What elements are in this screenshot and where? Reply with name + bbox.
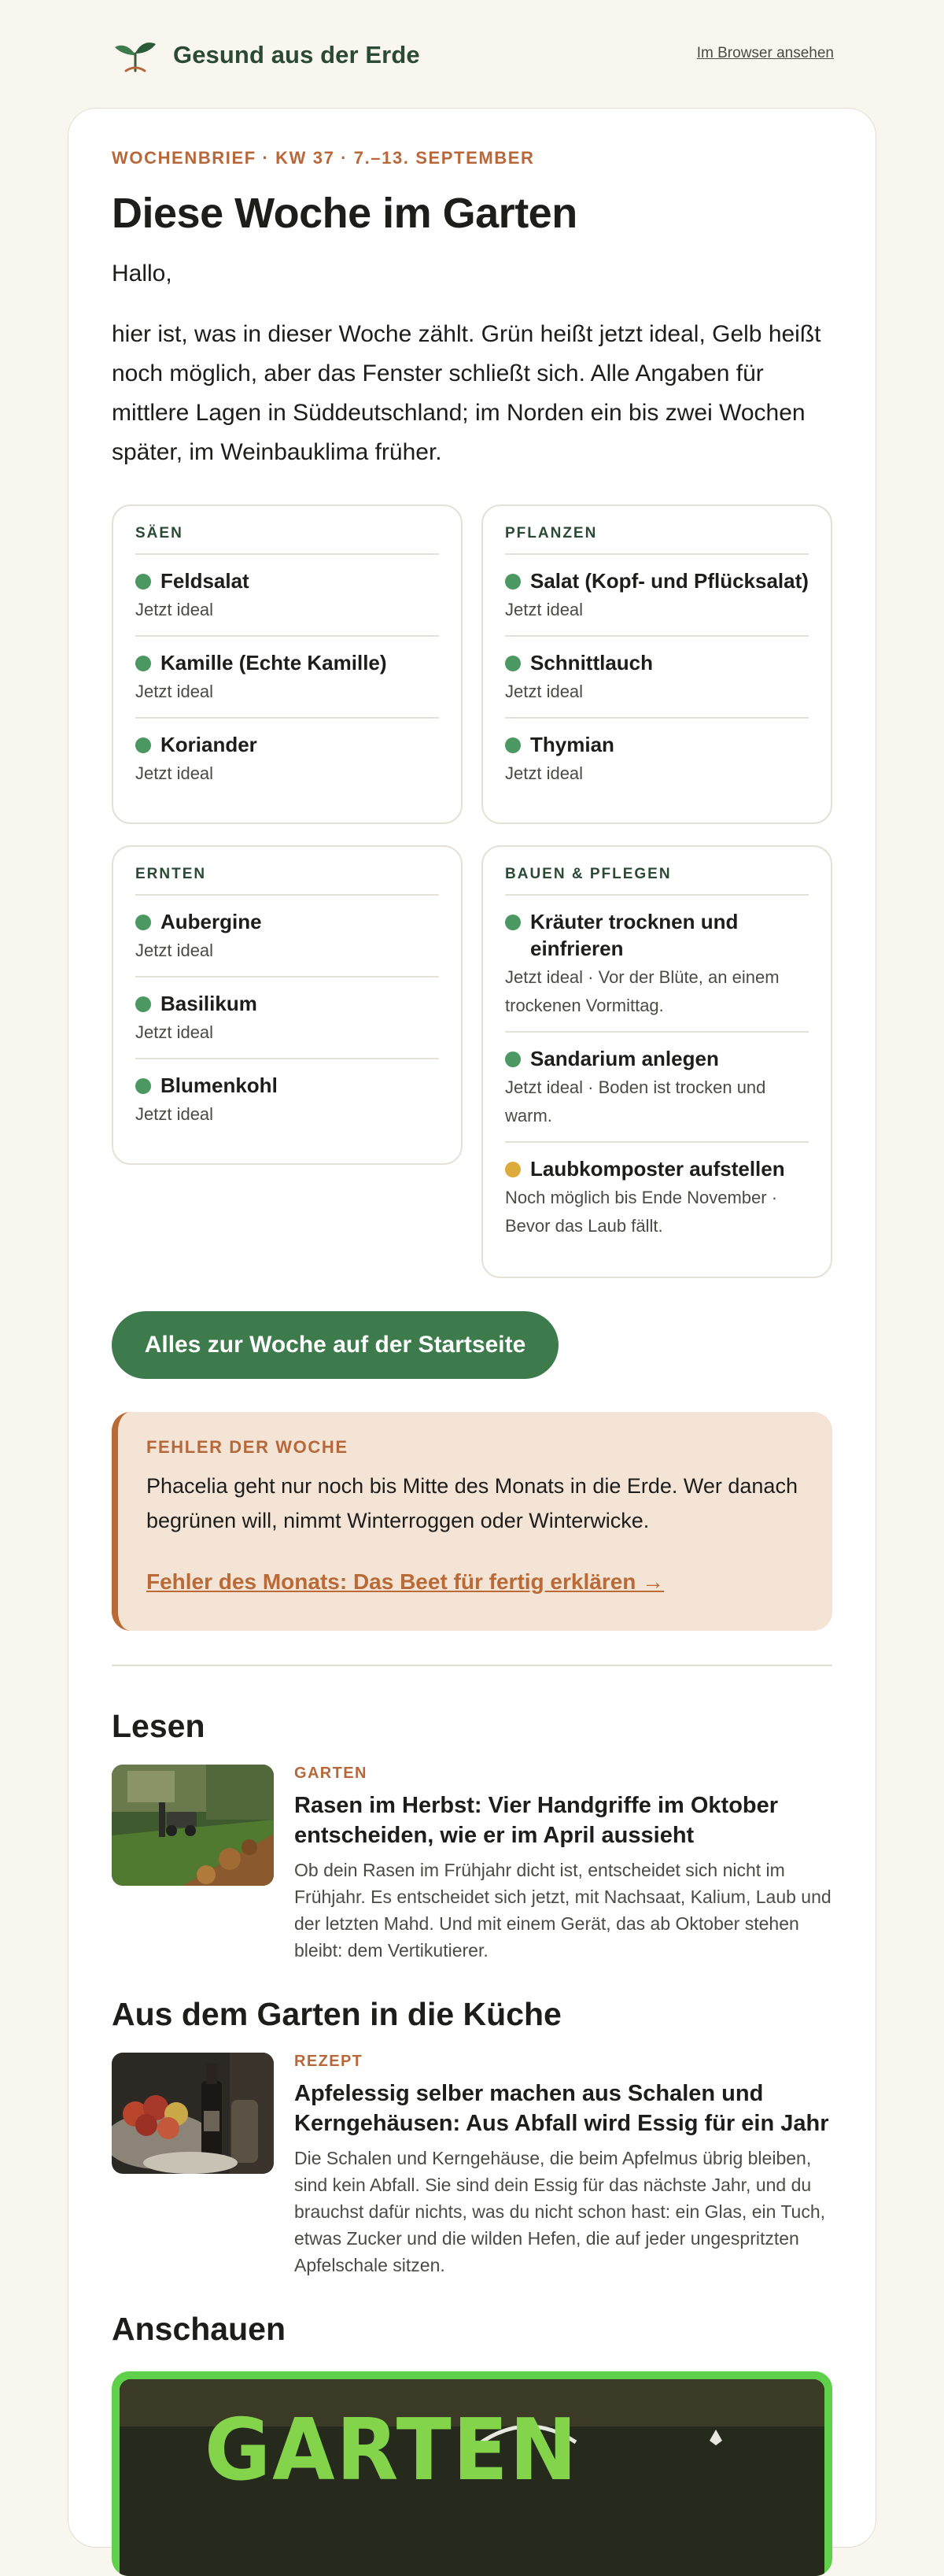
status-dot-icon — [505, 915, 521, 930]
task-title: Sandarium anlegen — [530, 1047, 719, 1070]
task-status: Jetzt ideal — [135, 1104, 214, 1124]
box-pflanzen — [481, 504, 832, 824]
task-title: Basilikum — [160, 992, 257, 1015]
intro-paragraph: hier ist, was in dieser Woche zählt. Grün heißt jetzt ideal, Gelb heißt noch möglich, aber das Fenster schließt sich. Alle Angaben für mittlere Lagen in Süddeutschland; im Norden ein bis zwei Wochen später, im Weinbauklima früher. — [112, 321, 821, 465]
video-thumbnail[interactable] — [112, 2371, 832, 2576]
status-dot-icon — [135, 1078, 151, 1094]
box-heading: ERNTEN — [135, 866, 439, 896]
section-heading-watch: Anschauen — [112, 2311, 286, 2347]
email-header — [0, 0, 944, 109]
video-title-word: GARTEN — [205, 2401, 579, 2500]
apple-vinegar-photo-image — [112, 2053, 274, 2174]
article-kicker: GARTEN — [294, 1765, 367, 1782]
task-item — [135, 555, 439, 637]
task-status: Jetzt ideal — [135, 763, 214, 783]
box-bauen-pflegen — [481, 845, 832, 1278]
section-heading-kitchen: Aus dem Garten in die Küche — [112, 1996, 562, 2032]
box-heading: SÄEN — [135, 525, 439, 555]
task-item — [505, 1143, 809, 1251]
article-description: Ob dein Rasen im Frühjahr dicht ist, entscheidet sich nicht im Frühjahr. Es entscheidet sich jetzt, mit Nachsaat, Kalium, Laub und der letzten Mahd. Und mit einem Gerät, das ab Oktober stehen bleibt: dem Vertikutierer. — [294, 1860, 832, 1961]
task-title: Aubergine — [160, 910, 262, 933]
brand[interactable] — [113, 36, 420, 74]
task-title: Salat (Kopf- und Pflücksalat) — [530, 569, 809, 593]
task-title: Laubkomposter aufstellen — [530, 1157, 785, 1181]
task-status: Jetzt ideal — [135, 941, 214, 960]
status-dot-icon — [135, 656, 151, 671]
box-ernten — [112, 845, 463, 1165]
brand-name: Gesund aus der Erde — [173, 41, 420, 68]
task-item — [505, 719, 809, 799]
article-title[interactable]: Apfelessig selber machen aus Schalen und Kerngehäusen: Aus Abfall wird Essig für ein Jahr — [294, 2081, 829, 2136]
task-title: Kräuter trocknen und einfrieren — [530, 910, 739, 960]
newsletter-kicker: WOCHENBRIEF · KW 37 · 7.–13. SEPTEMBER — [112, 148, 535, 168]
tip-text: Phacelia geht nur noch bis Mitte des Monats in die Erde. Wer danach begrünen will, nimmt Winterroggen oder Winterwicke. — [146, 1474, 798, 1532]
task-item — [505, 896, 809, 1033]
task-title: Thymian — [530, 733, 614, 756]
task-status: Jetzt ideal · Boden ist trocken und warm. — [505, 1077, 766, 1125]
article-apple-vinegar[interactable] — [112, 2053, 832, 2297]
task-title: Schnittlauch — [530, 651, 654, 674]
mistake-of-week-box — [112, 1412, 832, 1631]
task-title: Feldsalat — [160, 569, 249, 593]
mistake-of-month-link[interactable]: Fehler des Monats: Das Beet für fertig erklären → — [146, 1569, 665, 1594]
task-item — [505, 637, 809, 719]
box-heading: BAUEN & PFLEGEN — [505, 866, 809, 896]
newsletter-title: Diese Woche im Garten — [112, 190, 577, 237]
box-saeen — [112, 504, 463, 824]
task-title: Kamille (Echte Kamille) — [160, 651, 387, 674]
tip-heading: FEHLER DER WOCHE — [146, 1437, 348, 1457]
status-dot-icon — [135, 574, 151, 589]
article-lawn[interactable] — [112, 1765, 832, 1969]
article-thumbnail[interactable] — [112, 2053, 274, 2174]
task-title: Koriander — [160, 733, 257, 756]
task-status: Jetzt ideal — [135, 1022, 214, 1042]
status-dot-icon — [505, 1051, 521, 1067]
task-item — [505, 1033, 809, 1143]
task-item — [135, 978, 439, 1059]
article-text — [294, 1765, 832, 1964]
sprout-logo-icon — [113, 36, 157, 74]
video-frame — [120, 2379, 824, 2576]
status-dot-icon — [505, 1162, 521, 1177]
article-description: Die Schalen und Kerngehäuse, die beim Apfelmus übrig bleiben, sind kein Abfall. Sie sind dein Essig für das nächste Jahr, und du brauchst dafür nichts, was du nicht schon hast: ein Glas, ein Tuch, etwas Zucker und die wilden Hefen, die auf jeder ungespritzten Apfelschale sitzen. — [294, 2148, 826, 2275]
task-status: Jetzt ideal — [505, 763, 584, 783]
task-status: Jetzt ideal — [505, 600, 584, 619]
status-dot-icon — [505, 737, 521, 753]
task-status: Jetzt ideal — [505, 682, 584, 701]
article-text — [294, 2053, 832, 2278]
box-heading: PFLANZEN — [505, 525, 809, 555]
article-kicker: REZEPT — [294, 2053, 363, 2070]
task-status: Noch möglich bis Ende November · Bevor das Laub fällt. — [505, 1188, 778, 1236]
section-heading-read: Lesen — [112, 1708, 205, 1744]
article-thumbnail[interactable] — [112, 1765, 274, 1886]
task-item — [135, 1059, 439, 1140]
status-dot-icon — [505, 656, 521, 671]
view-in-browser-link[interactable]: Im Browser ansehen — [696, 45, 834, 61]
task-status: Jetzt ideal — [135, 600, 214, 619]
task-item — [135, 896, 439, 978]
section-divider — [112, 1665, 832, 1666]
newsletter-card — [68, 108, 876, 2548]
greeting: Hallo, — [112, 261, 172, 286]
task-status: Jetzt ideal · Vor der Blüte, an einem trockenen Vormittag. — [505, 967, 780, 1015]
status-dot-icon — [135, 915, 151, 930]
task-item — [135, 719, 439, 799]
task-status: Jetzt ideal — [135, 682, 214, 701]
status-dot-icon — [135, 996, 151, 1012]
status-dot-icon — [505, 574, 521, 589]
task-item — [135, 637, 439, 719]
lawn-photo-image — [112, 1765, 274, 1886]
status-dot-icon — [135, 737, 151, 753]
homepage-cta-button[interactable]: Alles zur Woche auf der Startseite — [112, 1311, 559, 1379]
task-title: Blumenkohl — [160, 1074, 278, 1097]
task-item — [505, 555, 809, 637]
article-title[interactable]: Rasen im Herbst: Vier Handgriffe im Oktober entscheiden, wie er im April aussieht — [294, 1793, 779, 1848]
